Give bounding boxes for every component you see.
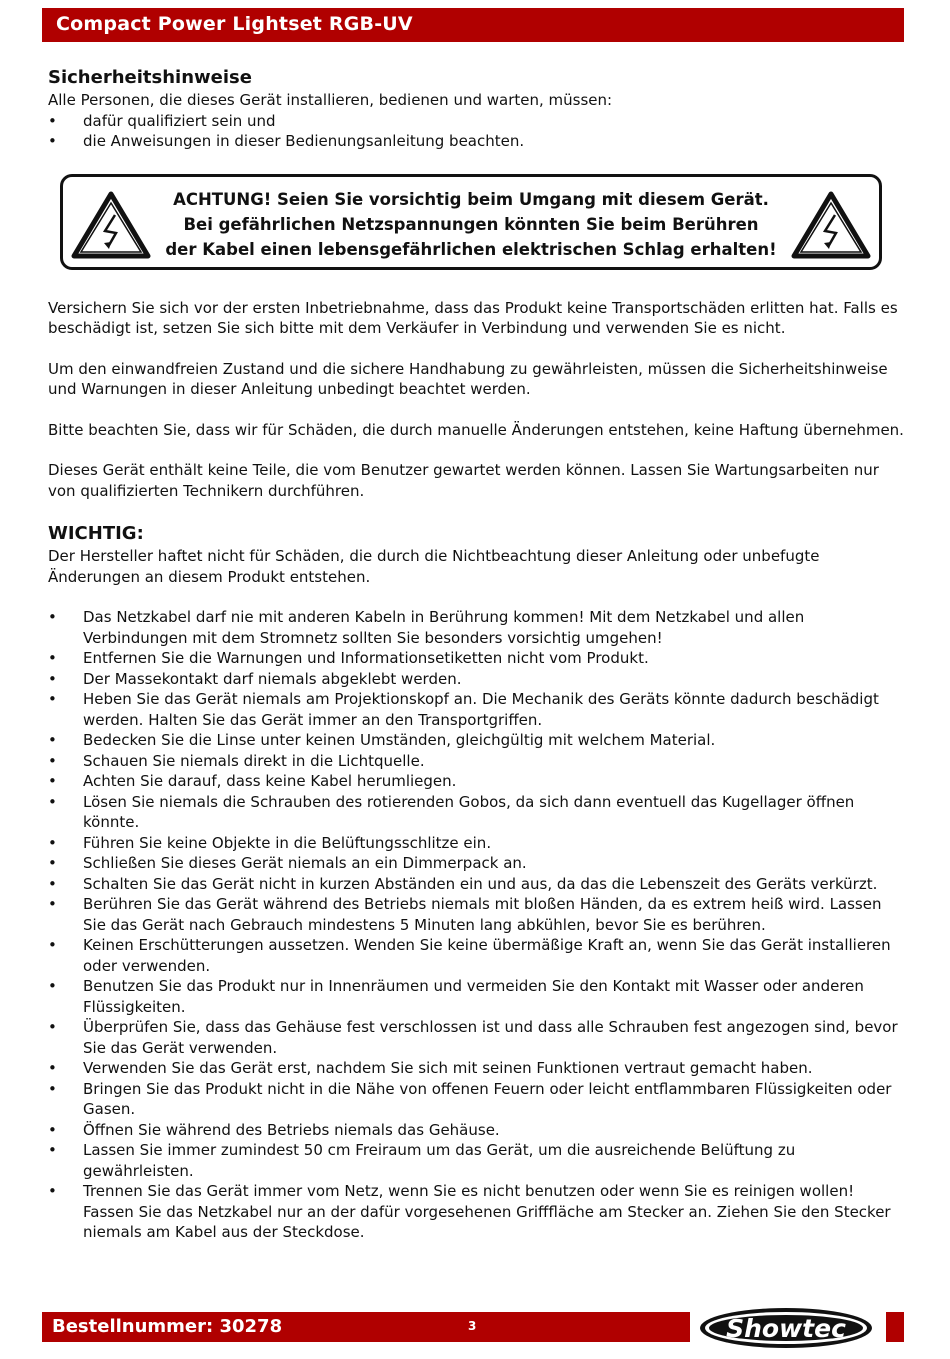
list-item: • Entfernen Sie die Warnungen und Informationsetiketten nicht vom Produkt. [48, 648, 908, 669]
list-item: • Überprüfen Sie, dass das Gehäuse fest verschlossen ist und dass alle Schrauben fest angezogen sind, bevor Sie das Gerät verwenden. [48, 1017, 908, 1058]
list-item: • Keinen Erschütterungen aussetzen. Wenden Sie keine übermäßige Kraft an, wenn Sie das Gerät installieren oder verwenden. [48, 935, 908, 976]
showtec-logo [690, 1304, 886, 1350]
list-item: • Der Massekontakt darf niemals abgeklebt werden. [48, 669, 908, 690]
high-voltage-warning-icon [791, 191, 871, 259]
safety-heading: Sicherheitshinweise [48, 67, 252, 88]
paragraph: Dieses Gerät enthält keine Teile, die vom Benutzer gewartet werden können. Lassen Sie Wartungsarbeiten nur von qualifizierten Technikern durchführen. [48, 461, 879, 500]
footer-bar [42, 1312, 904, 1342]
warning-text [153, 187, 789, 262]
important-list [48, 607, 908, 1243]
paragraph: Um den einwandfreien Zustand und die sichere Handhabung zu gewährleisten, müssen die Sicherheitshinweise und Warnungen in dieser Anleitung unbedingt beachtet werden. [48, 359, 888, 398]
list-item: • Achten Sie darauf, dass keine Kabel herumliegen. [48, 771, 908, 792]
list-item: • Berühren Sie das Gerät während des Betriebs niemals mit bloßen Händen, da es extrem heiß wird. Lassen Sie das Gerät nach Gebrauch mindestens 5 Minuten lang abkühlen, bevor Sie es berühren. [48, 894, 908, 935]
page-header-title: Compact Power Lightset RGB-UV [56, 13, 413, 35]
warning-line: Bei gefährlichen Netzspannungen könnten Sie beim Berühren [183, 214, 759, 234]
list-item: • Öffnen Sie während des Betriebs niemals das Gehäuse. [48, 1120, 908, 1141]
list-item: • die Anweisungen in dieser Bedienungsanleitung beachten. [48, 131, 908, 152]
list-item: • Lassen Sie immer zumindest 50 cm Freiraum um das Gerät, um die ausreichende Belüftung zu gewährleisten. [48, 1140, 908, 1181]
warning-line: der Kabel einen lebensgefährlichen elektrischen Schlag erhalten! [165, 239, 777, 259]
list-item: • Heben Sie das Gerät niemals am Projektionskopf an. Die Mechanik des Geräts könnte dadurch beschädigt werden. Halten Sie das Gerät immer an den Transportgriffen. [48, 689, 908, 730]
list-item: • Schließen Sie dieses Gerät niemals an ein Dimmerpack an. [48, 853, 908, 874]
page-content [48, 66, 908, 1243]
list-item: • Führen Sie keine Objekte in die Belüftungsschlitze ein. [48, 833, 908, 854]
list-item: • Das Netzkabel darf nie mit anderen Kabeln in Berührung kommen! Mit dem Netzkabel und allen Verbindungen mit dem Stromnetz sollten Sie besonders vorsichtig umgehen! [48, 607, 908, 648]
list-item: • Benutzen Sie das Produkt nur in Innenräumen und vermeiden Sie den Kontakt mit Wasser oder anderen Flüssigkeiten. [48, 976, 908, 1017]
list-item: • Schalten Sie das Gerät nicht in kurzen Abständen ein und aus, da das die Lebenszeit des Geräts verkürzt. [48, 874, 908, 895]
order-number: Bestellnummer: 30278 [52, 1316, 283, 1337]
high-voltage-warning-icon [71, 191, 151, 259]
list-item: • Trennen Sie das Gerät immer vom Netz, wenn Sie es nicht benutzen oder wenn Sie es reinigen wollen! Fassen Sie das Netzkabel nur an der dafür vorgesehenen Grifffläche am Stecker an. Ziehen Sie den Stecker niemals am Kabel aus der Steckdose. [48, 1181, 908, 1243]
list-item: • Bringen Sie das Produkt nicht in die Nähe von offenen Feuern oder leicht entflammbaren Flüssigkeiten oder Gasen. [48, 1079, 908, 1120]
requirements-list [48, 111, 908, 152]
list-item: • Lösen Sie niemals die Schrauben des rotierenden Gobos, da sich dann eventuell das Kugellager öffnen könnte. [48, 792, 908, 833]
list-item: • dafür qualifiziert sein und [48, 111, 908, 132]
paragraph: Bitte beachten Sie, dass wir für Schäden, die durch manuelle Änderungen entstehen, keine Haftung übernehmen. [48, 420, 904, 439]
list-item: • Verwenden Sie das Gerät erst, nachdem Sie sich mit seinen Funktionen vertraut gemacht haben. [48, 1058, 908, 1079]
warning-line: ACHTUNG! Seien Sie vorsichtig beim Umgang mit diesem Gerät. [173, 189, 769, 209]
page-number: 3 [468, 1319, 477, 1333]
showtec-logo-graphic [690, 1304, 886, 1350]
list-item: • Bedecken Sie die Linse unter keinen Umständen, gleichgültig mit welchem Material. [48, 730, 908, 751]
important-text: Der Hersteller haftet nicht für Schäden, die durch die Nichtbeachtung dieser Anleitung oder unbefugte Änderungen an diesem Produkt entstehen. [48, 547, 820, 586]
logo-text: Showtec [726, 1314, 846, 1343]
header-bar [42, 8, 904, 42]
important-heading: WICHTIG: [48, 523, 144, 544]
safety-intro: Alle Personen, die dieses Gerät installieren, bedienen und warten, müssen: [48, 91, 613, 109]
paragraph: Versichern Sie sich vor der ersten Inbetriebnahme, dass das Produkt keine Transportschäden erlitten hat. Falls es beschädigt ist, setzen Sie sich bitte mit dem Verkäufer in Verbindung und verwenden Sie es nicht. [48, 298, 898, 337]
electric-shock-warning-box [60, 174, 882, 270]
list-item: • Schauen Sie niemals direkt in die Lichtquelle. [48, 751, 908, 772]
